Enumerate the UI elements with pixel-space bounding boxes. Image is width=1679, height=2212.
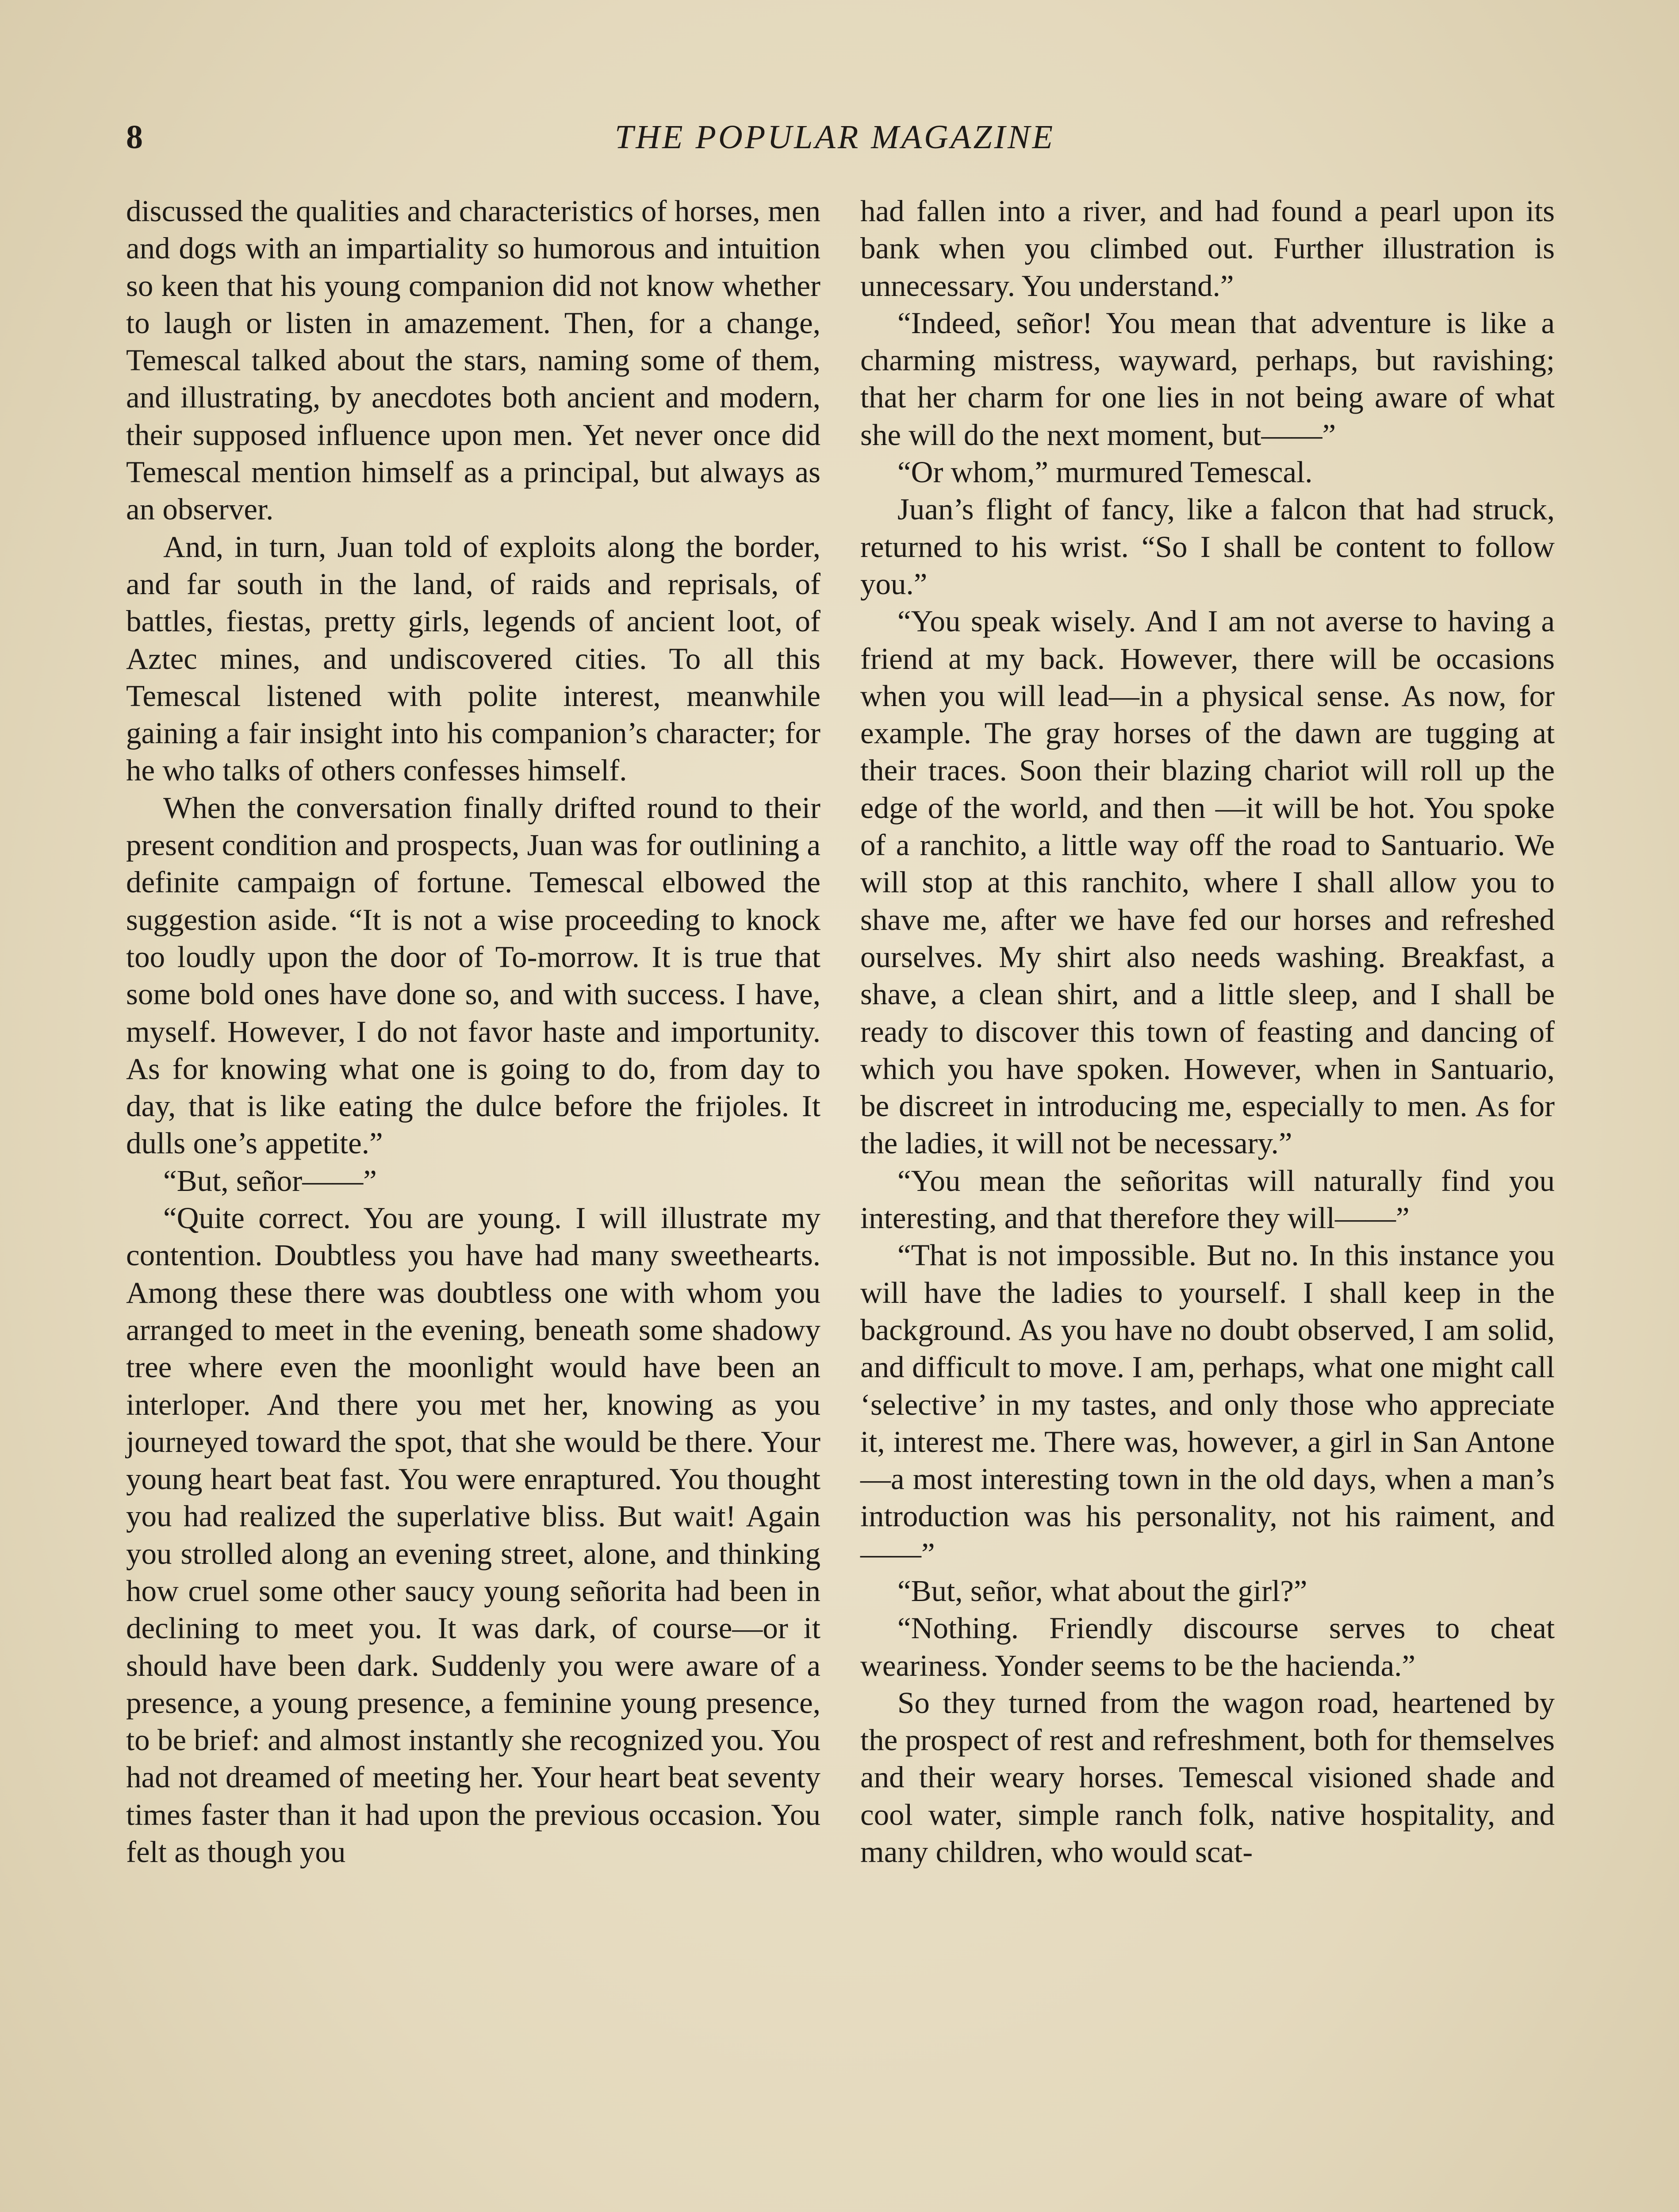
- paragraph: “You mean the señoritas will naturally find you interesting, and that therefore they will——”: [860, 1164, 1555, 1235]
- right-column: [860, 192, 1555, 1870]
- paragraph: “Nothing. Friendly discourse serves to cheat weariness. Yonder seems to be the hacienda.”: [860, 1611, 1555, 1682]
- left-column: [126, 192, 820, 1870]
- paragraph: “But, señor——”: [163, 1164, 377, 1198]
- paragraph: “But, señor, what about the girl?”: [897, 1574, 1307, 1608]
- paragraph: “You speak wisely. And I am not averse to having a friend at my back. However, there will be occasions when you will lead—in a physical sense. As now, for example. The gray horses of the dawn are tugging at their traces. Soon their blazing chariot will roll up the edge of the world, and then —it will be hot. You spoke of a ranchito, a little way off the road to Santuario. We will stop at this ranchito, where I shall allow you to shave me, after we have fed our horses and refreshed ourselves. My shirt also needs washing. Breakfast, a shave, a clean shirt, and a little sleep, and I shall be ready to discover this town of feasting and dancing of which you have spoken. However, when in Santuario, be discreet in introducing me, especially to men. As for the ladies, it will not be necessary.”: [860, 604, 1555, 1160]
- paragraph: discussed the qualities and characteristics of horses, men and dogs with an impartiality so humorous and intuition so keen that his young companion did not know whether to laugh or listen in amazement. Then, for a change, Temescal talked about the stars, naming some of them, and illustrating, by anecdotes both ancient and modern, their supposed influence upon men. Yet never once did Temescal mention himself as a principal, but always as an observer.: [126, 194, 820, 526]
- paragraph: “That is not impossible. But no. In this instance you will have the ladies to yourself. I shall keep in the background. As you have no doubt observed, I am solid, and difficult to move. I am, perhaps, what one might call ‘selective’ in my tastes, and only those who appreciate it, interest me. There was, however, a girl in San Antone—a most interesting town in the old days, when a man’s introduction was his personality, not his raiment, and——”: [860, 1238, 1555, 1571]
- paragraph: had fallen into a river, and had found a pearl upon its bank when you climbed out. Further illustration is unnecessary. You understand.”: [860, 194, 1555, 303]
- paragraph: “Quite correct. You are young. I will illustrate my contention. Doubtless you have had many sweethearts. Among these there was doubtless one with whom you arranged to meet in the evening, beneath some shadowy tree where even the moonlight would have been an interloper. And there you met her, knowing as you journeyed toward the spot, that she would be there. Your young heart beat fast. You were enraptured. You thought you had realized the superlative bliss. But wait! Again you strolled along an evening street, alone, and thinking how cruel some other saucy young señorita had been in declining to meet you. It was dark, of course—or it should have been dark. Suddenly you were aware of a presence, a young presence, a feminine young presence, to be brief: and almost instantly she recognized you. You had not dreamed of meeting her. Your heart beat seventy times faster than it had upon the previous occasion. You felt as though you: [126, 1201, 820, 1869]
- page-number: 8: [126, 119, 143, 156]
- paragraph: “Or whom,” murmured Temescal.: [897, 455, 1313, 489]
- paragraph: And, in turn, Juan told of exploits along the border, and far south in the land, of raids and reprisals, of battles, fiestas, pretty girls, legends of ancient loot, of Aztec mines, and undiscovered cities. To all this Temescal listened with polite interest, meanwhile gaining a fair insight into his companion’s character; for he who talks of others confesses himself.: [126, 530, 820, 787]
- page-header: [126, 113, 1544, 161]
- running-title: THE POPULAR MAGAZINE: [614, 119, 1055, 156]
- paragraph: Juan’s flight of fancy, like a falcon that had struck, returned to his wrist. “So I shall be content to follow you.”: [860, 492, 1555, 601]
- paragraph: So they turned from the wagon road, heartened by the prospect of rest and refreshment, both for themselves and their weary horses. Temescal visioned shade and cool water, simple ranch folk, native hospitality, and many children, who would scat-: [860, 1686, 1555, 1869]
- paragraph: When the conversation finally drifted round to their present condition and prospects, Juan was for outlining a definite campaign of fortune. Temescal elbowed the suggestion aside. “It is not a wise proceeding to knock too loudly upon the door of To-morrow. It is true that some bold ones have done so, and with success. I have, myself. However, I do not favor haste and importunity. As for knowing what one is going to do, from day to day, that is like eating the dulce before the frijoles. It dulls one’s appetite.”: [126, 791, 820, 1160]
- paragraph: “Indeed, señor! You mean that adventure is like a charming mistress, wayward, perhaps, but ravishing; that her charm for one lies in not being aware of what she will do the next moment, but——”: [860, 306, 1555, 452]
